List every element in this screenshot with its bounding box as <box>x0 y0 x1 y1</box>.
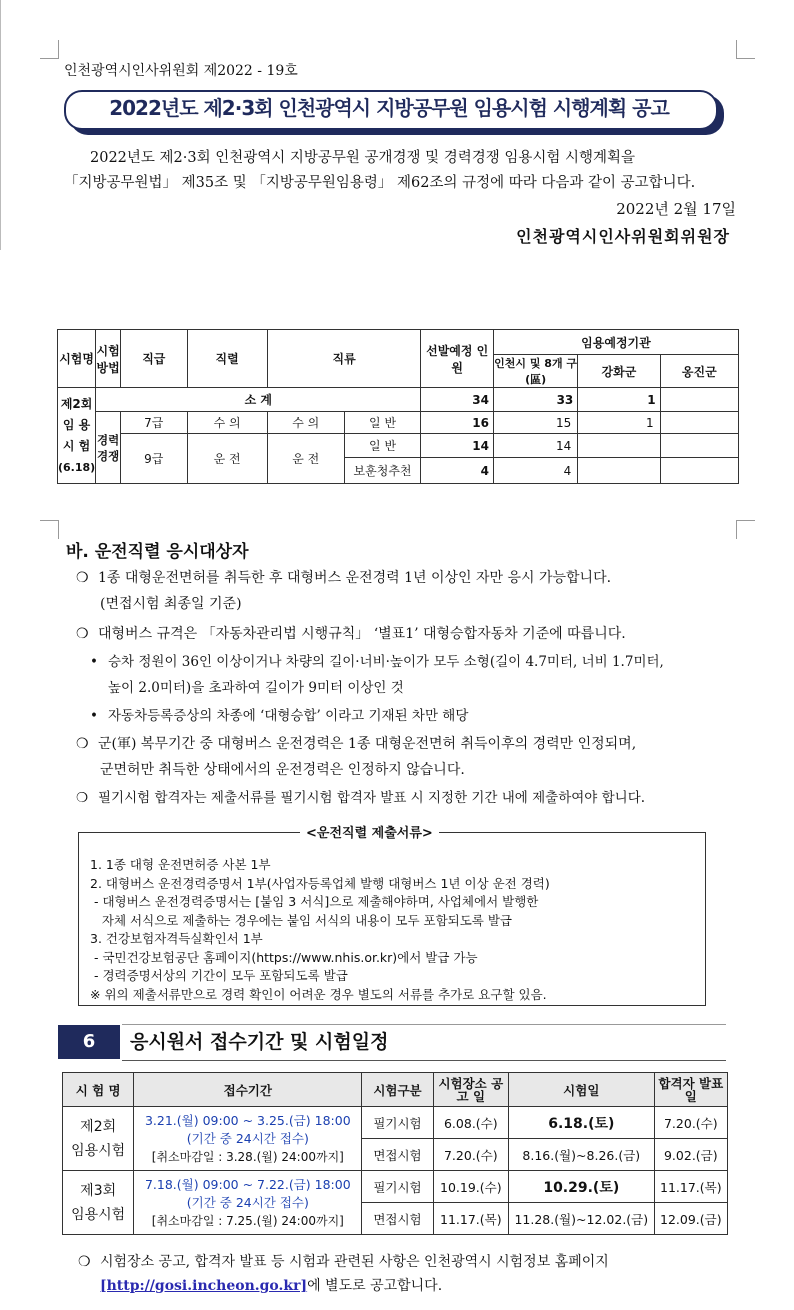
documents-line: ※ 위의 제출서류만으로 경력 확인이 어려운 경우 별도의 서류를 추가로 요구할 있음. <box>90 986 547 1002</box>
crop-mark <box>40 40 59 59</box>
documents-line: 1. 1종 대형 운전면허증 사본 1부 <box>90 857 271 872</box>
th-series: 직렬 <box>187 330 267 388</box>
period-note: (기간 중 24시간 접수) <box>186 1130 309 1146</box>
th-period: 접수기간 <box>134 1073 362 1107</box>
subtype-cell: 일 반 <box>344 412 421 434</box>
incheon-cell: 4 <box>493 458 577 484</box>
subtype-cell: 보훈청추천 <box>344 458 421 484</box>
venue-date: 10.19.(수) <box>433 1171 508 1203</box>
series-cell: 수 의 <box>187 412 267 434</box>
circle-bullet-icon: ❍ <box>76 626 89 642</box>
title-banner <box>64 90 732 134</box>
page-title: 2022년도 제2·3회 인천광역시 지방공무원 임용시험 시행계획 공고 <box>109 96 669 120</box>
sub-bullet-item <box>90 704 740 728</box>
ongjin-cell <box>660 434 738 458</box>
dot-bullet-icon: • <box>90 708 98 724</box>
bullet-cont: (면접시험 최종일 기준) <box>100 596 242 612</box>
recruitment-table <box>57 329 739 484</box>
venue-date: 7.20.(수) <box>433 1139 508 1171</box>
subtype-cell: 일 반 <box>344 434 421 458</box>
documents-list <box>90 856 700 1004</box>
subtotal-label: 소 계 <box>96 388 421 412</box>
documents-line: 자체 서식으로 제출하는 경우에는 붙임 서식의 내용이 모두 포함되도록 발급 <box>90 912 513 928</box>
documents-line: - 국민건강보험공단 홈페이지(https://www.nhis.or.kr)에서 발급 가능 <box>90 949 478 965</box>
bullet-item <box>76 622 740 646</box>
period-cell <box>134 1171 362 1235</box>
crop-mark <box>40 520 59 539</box>
ganghwa-cell <box>578 458 660 484</box>
bullet-cont: 높이 2.0미터)을 초과하여 길이가 9미터 이상인 것 <box>108 680 404 696</box>
exam-type: 면접시험 <box>362 1203 433 1235</box>
exam-date: 10.29.(토) <box>508 1171 654 1203</box>
count-cell: 14 <box>421 434 493 458</box>
exam-type: 필기시험 <box>362 1107 433 1139</box>
bullet-text: 대형버스 규격은 「자동차관리법 시행규칙」 ‘별표1’ 대형승합자동차 기준에 따릅니다. <box>98 626 626 642</box>
bullet-text: 필기시험 합격자는 제출서류를 필기시험 합격자 발표 시 지정한 기간 내에 제출하여야 합니다. <box>98 790 646 806</box>
intro-line: 2022년도 제2·3회 인천광역시 지방공무원 공개경쟁 및 경력경쟁 임용시험 시행계획을 <box>90 150 636 166</box>
subtotal-ongjin <box>660 388 738 412</box>
documents-box-title: <운전직렬 제출서류> <box>300 822 439 841</box>
subtotal-incheon: 33 <box>493 388 577 412</box>
bullet-text: 1종 대형운전면허를 취득한 후 대형버스 운전경력 1년 이상인 자만 응시 가능합니다. <box>98 570 612 586</box>
count-cell: 16 <box>421 412 493 434</box>
bullet-text: 군(軍) 복무기간 중 대형버스 운전경력은 1종 대형운전면허 취득이후의 경력만 인정되며, <box>98 736 637 752</box>
period-text: 3.21.(월) 09:00 ~ 3.25.(금) 18:00 <box>144 1112 351 1128</box>
result-date: 9.02.(금) <box>654 1139 727 1171</box>
period-note: (기간 중 24시간 접수) <box>186 1194 309 1210</box>
section-heading: 응시원서 접수기간 및 시험일정 <box>130 1031 389 1053</box>
exam-label: 시 험 <box>62 438 91 453</box>
th-result: 합격자 발표일 <box>654 1073 727 1107</box>
grade-cell: 9급 <box>121 434 187 484</box>
th-exam: 시 험 명 <box>63 1073 134 1107</box>
subtotal-ganghwa: 1 <box>578 388 660 412</box>
series-cell: 운 전 <box>187 434 267 484</box>
exam-name: 제3회 <box>80 1182 117 1199</box>
th-type: 시험구분 <box>362 1073 433 1107</box>
footer-text: 에 별도로 공고합니다. <box>307 1278 443 1294</box>
section-rule <box>122 1024 726 1025</box>
signer: 인천광역시인사위원회위원장 <box>516 227 730 246</box>
footer-note <box>78 1250 738 1298</box>
exam-name: 제2회 <box>80 1118 117 1135</box>
th-venue: 시험장소 공 고 일 <box>433 1073 508 1107</box>
exam-label: 임 용 <box>62 417 91 432</box>
crop-mark <box>736 520 755 539</box>
bullet-text: 자동차등록증상의 차종에 ‘대형승합’ 이라고 기재된 차만 해당 <box>108 708 469 724</box>
circle-bullet-icon: ❍ <box>76 790 89 806</box>
th-exam-name: 시험명 <box>58 330 96 388</box>
footer-text: 시험장소 공고, 합격자 발표 등 시험과 관련된 사항은 인천광역시 시험정보 홈페이지 <box>100 1254 609 1270</box>
th-count: 선발예정 인 원 <box>421 330 493 388</box>
exam-label-cell <box>58 388 96 484</box>
count-cell: 4 <box>421 458 493 484</box>
th-incheon: 인천시 및 8개 구(區) <box>493 355 577 388</box>
th-method: 시험방법 <box>96 330 121 388</box>
announcement-date: 2022년 2월 17일 <box>616 200 736 218</box>
cancel-deadline: [취소마감일 : 3.28.(월) 24:00까지] <box>151 1149 344 1164</box>
exam-name-cell <box>63 1171 134 1235</box>
result-date: 12.09.(금) <box>654 1203 727 1235</box>
document-number: 인천광역시인사위원회 제2022 - 19호 <box>64 63 298 79</box>
exam-date: 6.18.(토) <box>508 1107 654 1139</box>
result-date: 11.17.(목) <box>654 1171 727 1203</box>
bullet-item <box>76 786 740 810</box>
documents-line: - 경력증명서상의 기간이 모두 포함되도록 발급 <box>90 968 348 983</box>
circle-bullet-icon: ❍ <box>76 570 89 586</box>
section-rule <box>122 1060 726 1061</box>
intro-line: 「지방공무원법」 제35조 및 「지방공무원임용령」 제62조의 규정에 따라 다음과 같이 공고합니다. <box>64 175 696 191</box>
section-number: 6 <box>58 1025 120 1059</box>
th-type: 직류 <box>267 330 421 388</box>
schedule-table <box>62 1072 728 1235</box>
method-cell: 경력경쟁 <box>96 412 121 484</box>
documents-line: - 대형버스 운전경력증명서는 [붙임 3 서식]으로 제출해야하며, 사업체에서 발행한 <box>90 894 539 909</box>
incheon-cell: 15 <box>493 412 577 434</box>
ganghwa-cell <box>578 434 660 458</box>
th-grade: 직급 <box>121 330 187 388</box>
exam-date: 8.16.(월)~8.26.(금) <box>508 1139 654 1171</box>
th-agency: 임용예정기관 <box>493 330 738 355</box>
grade-cell: 7급 <box>121 412 187 434</box>
section-heading: 바. 운전직렬 응시대상자 <box>66 542 249 562</box>
ongjin-cell <box>660 458 738 484</box>
circle-bullet-icon: ❍ <box>78 1254 91 1270</box>
exam-name: 임용시험 <box>71 1206 126 1223</box>
exam-date: 11.28.(월)~12.02.(금) <box>508 1203 654 1235</box>
type-cell: 운 전 <box>267 434 344 484</box>
type-cell: 수 의 <box>267 412 344 434</box>
exam-name: 임용시험 <box>71 1142 126 1159</box>
documents-line: 2. 대형버스 운전경력증명서 1부(사업자등록업체 발행 대형버스 1년 이상 운전 경력) <box>90 875 550 891</box>
bullet-item <box>76 566 740 590</box>
dot-bullet-icon: • <box>90 654 98 670</box>
bullet-cont: 군면허만 취득한 상태에서의 운전경력은 인정하지 않습니다. <box>100 762 465 778</box>
circle-bullet-icon: ❍ <box>76 736 89 752</box>
cancel-deadline: [취소마감일 : 7.25.(월) 24:00까지] <box>151 1213 344 1228</box>
ongjin-cell <box>660 412 738 434</box>
bullet-item <box>76 732 740 756</box>
exam-type: 면접시험 <box>362 1139 433 1171</box>
exam-label: 제2회 <box>60 396 93 411</box>
exam-site-link[interactable]: [http://gosi.incheon.go.kr] <box>100 1278 308 1294</box>
exam-label: (6.18) <box>58 460 96 474</box>
th-ongjin: 옹진군 <box>660 355 738 388</box>
venue-date: 6.08.(수) <box>433 1107 508 1139</box>
period-cell <box>134 1107 362 1171</box>
documents-line: 3. 건강보험자격득실확인서 1부 <box>90 931 263 946</box>
venue-date: 11.17.(목) <box>433 1203 508 1235</box>
period-text: 7.18.(월) 09:00 ~ 7.22.(금) 18:00 <box>144 1176 351 1192</box>
bullet-text: 승차 정원이 36인 이상이거나 차량의 길이·너비·높이가 모두 소형(길이 4.7미터, 너비 1.7미터, <box>108 654 664 670</box>
exam-name-cell <box>63 1107 134 1171</box>
th-ganghwa: 강화군 <box>578 355 660 388</box>
ganghwa-cell: 1 <box>578 412 660 434</box>
result-date: 7.20.(수) <box>654 1107 727 1139</box>
th-date: 시험일 <box>508 1073 654 1107</box>
incheon-cell: 14 <box>493 434 577 458</box>
exam-type: 필기시험 <box>362 1171 433 1203</box>
crop-mark <box>736 40 755 59</box>
sub-bullet-item <box>90 650 740 674</box>
subtotal-count: 34 <box>421 388 493 412</box>
intro-paragraph <box>64 146 734 196</box>
